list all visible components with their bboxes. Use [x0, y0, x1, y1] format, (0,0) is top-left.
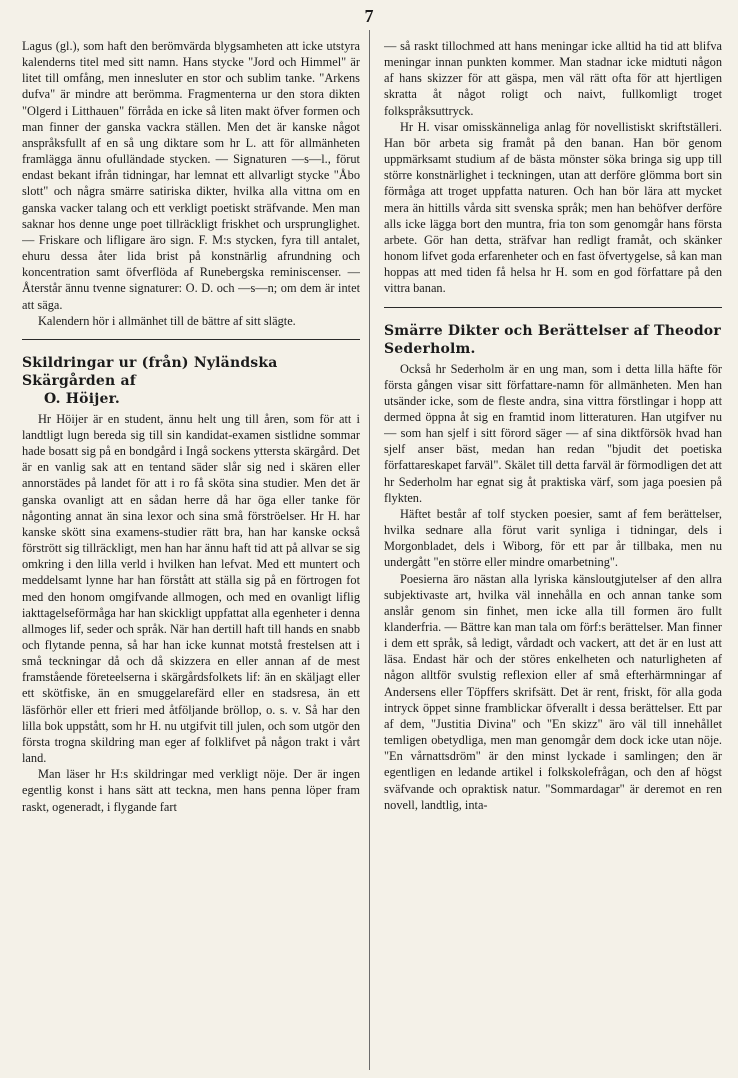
review-title: Smärre Dikter och Berättelser af Theodor Sederholm.: [384, 322, 721, 357]
page-number: 7: [364, 6, 374, 26]
section-divider: [384, 307, 722, 308]
review-paragraph: Också hr Sederholm är en ung man, som i detta lilla häfte för första gången visar sitt författare-namn för allmänheten. Men han utsänder icke, som de fleste andra, sina vittra förstlingar i hopp att dermed öppna åt sig en framtid inom litteraturen. Han utgifver nu — som han sjelf i sitt förord säger — af sina diktförsök hvad han sjelf anser bäst, medan han redan "bjudit det poetiska författareskapet farväl". Skälet till detta farväl är förmodligen det att hr Sederholm har egnat sig åt praktiska värf, som jaga poesien på flykten.: [384, 361, 722, 505]
continued-paragraph: — så raskt tillochmed att hans meningar icke alltid ha tid att blifva meningar innan punkten kommer. Man stadnar icke midtuti någon af hans skizzer för att gäspa, men väl rätt ofta för att hjertligen skratta åt något roligt och naivt, fullkomligt troget folkspråksuttryck.: [384, 39, 722, 118]
section-divider: [22, 339, 360, 340]
intro-paragraph: Lagus (gl.), som haft den berömvärda blygsamheten att icke utstyra kalenderns titel med sitt namn. Hans stycke "Jord och Himmel" är litet till omfång, men innesluter en stor och sublim tanke. "Arkens dufva" är mindre att berömma. Fragmenterna ur den stora dikten "Olgerd i Litthauen" förråda en icke så liten makt öfver formen och man finner der ganska vackra ställen. Men det är kanske något anspråksfullt af en så ung diktare som hr L. att för allmänheten framlägga ännu ofulländade stycken. — Signaturen —s—l., förut endast bekant ifrån tidningar, har lemnat ett allvarligt stycke "Åbo slott" och några smärre satiriska dikter, hvilka alla vittna om en ganska vacker talang och ett verkligt poetiskt sträfvande. Men man saknar hos denne unge poet tillräckligt friskhet och ursprunglighet. — Friskare och lifligare äro sign. F. M:s stycken, fyra till antalet, ehuru dessa åter lida brist på konstnärlig afrundning och koncentration samt öfverflöda af Runebergska reminiscenser. — Återstår ännu tvenne signaturer: O. D. och —s—n; om dem är intet att säga.: [22, 39, 360, 312]
right-column: [384, 38, 722, 1068]
left-column: [22, 38, 360, 1068]
review-author: O. Höijer.: [44, 390, 120, 407]
review-paragraph: Man läser hr H:s skildringar med verkligt nöje. Der är ingen egentlig konst i hans sätt att teckna, men hans penna löper fram raskt, ogeneradt, i flygande fart: [22, 767, 360, 814]
intro-paragraph: Kalendern hör i allmänhet till de bättre af sitt slägte.: [38, 313, 296, 328]
review-heading-sederholm: [384, 322, 722, 358]
review-paragraph: Hr Höijer är en student, ännu helt ung till åren, som för att i landtligt lugn bereda sig till sin kandidat-examen sistlidne sommar hade bosatt sig på en bondgård i Ingå sockens yttersta skärgård. Det är en vanlig sak att en tentand säder slår sig ned i skären eller annorstädes på landet för att i ro få sköta sina studier. Men det är ganska ovanligt att en sådan herre då har öga eller tanke för någonting annat än sina lexor och sina små förströelser. Hr H. har kanske skött sina examens-studier rätt bra, han har kanske också förstrött sig tillräckligt, men han har ännu haft tid att på allvar se sig omkring i den lilla verld i hvilken han lefvat. Med ett muntert och meddelsamt lynne har han förstått att ställa sig på en förtrogen fot med den honom omgifvande allmogen, och med en ovanligt liflig iakttagelseförmåga har han skickligt uppfattat alla egenheter i denna allmoges lif, seder och språk. När han dertill haft till hands en snabb och flytande penna, så har han icke kunnat motstå frestelsen att i små teckningar då och då skizzera en eller annan af de mest framstående företeelserna i skärgårdsfolkets lif: än en skäljagt eller ett skötfiske, än en smuggelarefärd eller en stadsresa, än ett läsförhör eller ett frieri med åtföljande bröllop, o. s. v. Så har den lilla bok uppstått, som hr H. nu utgifvit till julen, och som utgör den första trogna skildring man eger af folklifvet på någon trakt i vårt land.: [22, 411, 360, 766]
review-paragraph: Häftet består af tolf stycken poesier, samt af fem berättelser, hvilka sednare alla förut varit synliga i tidningar, dels i Morgonbladet, dels i Wiborg, för ett par år tillbaka, men nu undergått "en större eller mindre omarbetning".: [384, 506, 722, 570]
continued-paragraph: Hr H. visar omisskänneliga anlag för novellistiskt skriftställeri. Han bör arbeta sig framåt på den banan. Han bör genom uppmärksamt studium af de bästa mönster söka bringa sig upp till större konstnärlighet i teckningen, utan att derföre glömma bort sin förmåga att troget uppfatta naturen. Och han bör lära att mycket mera än hittills vårda sitt svenska språk; men han behöfver derföre alls icke lägga bort den muntra, fria ton som genomgår hans första arbete. Gör han detta, sträfvar han redligt framåt, och skänker honom lifvet goda erfarenheter och en fast öfvertygelse, så kan man hoppas att med tiden få helsa hr H. som en god författare på den vittra banan.: [384, 119, 722, 296]
review-heading-hoijer: [22, 354, 360, 408]
review-title: Skildringar ur (från) Nyländska Skärgården af: [22, 354, 278, 389]
review-paragraph: Poesierna äro nästan alla lyriska känsloutgjutelser af den allra subjektivaste art, hvilka väl innehålla en och annan tanke som anslår genom sin finhet, men icke alla till formen äro fullt klanderfria. — Bättre kan man tala om förf:s berättelser. Man finner i dem ett språk, så ledigt, vårdadt och vackert, att det är en lust att läsa. Endast här och der störes enkelheten och naturligheten af någon alltför svulstig reflexion eller af små efterhärmningar af Andersens eller Töpffers skrifsätt. Det är rent, friskt, för alla goda intryck öppet sinne framblickar öfverallt i dessa berättelser. Ett par af dem, "Justitia Divina" och "En skizz" äro väl till innehållet temligen obetydliga, men man genomgår dem dock icke utan nöje. "En vårnattsdröm" är den minst lyckade i samlingen; den är egentligen en ledande artikel i folkskolefrågan, och den af högst sväfvande och opraktisk natur. "Sommardagar" är deremot en ren novell, landtlig, inta-: [384, 571, 722, 812]
column-divider: [369, 30, 370, 1070]
